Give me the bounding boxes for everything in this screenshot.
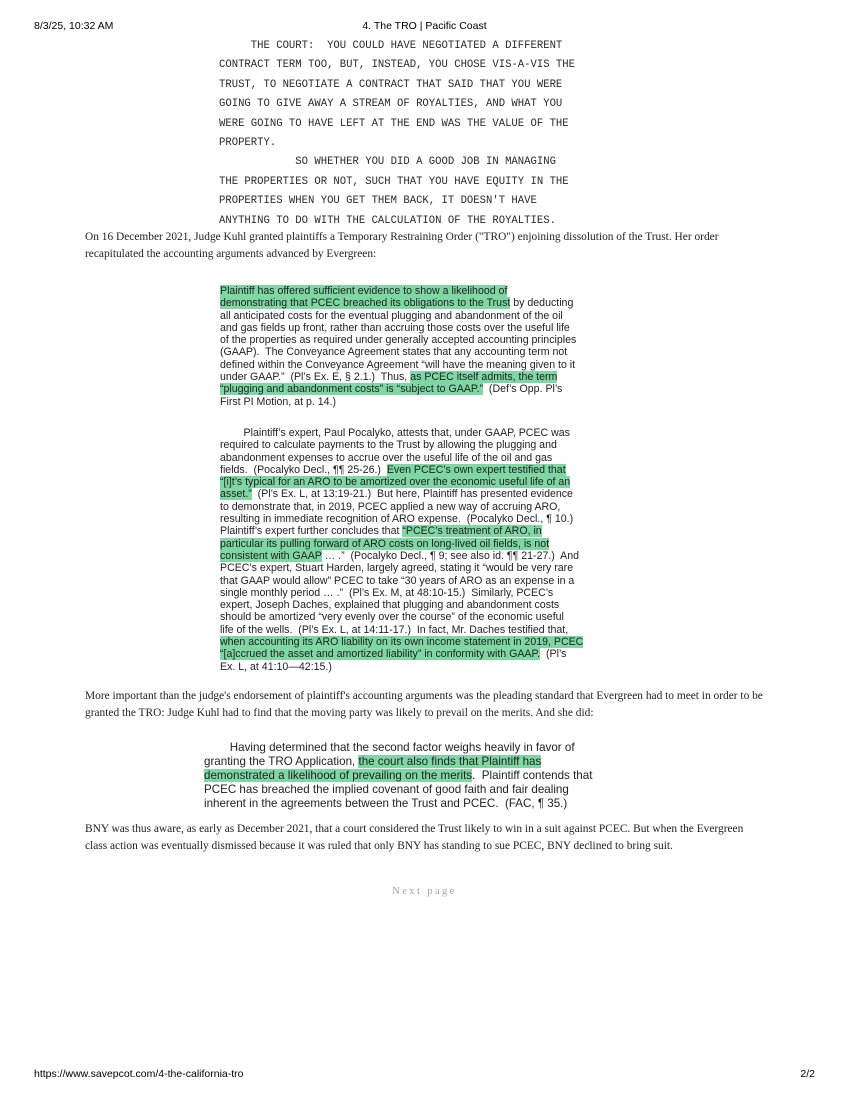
excerpt-text: defined within the Conveyance Agreement “will have the meaning given to it [220,358,576,371]
excerpt-text: (GAAP). The Conveyance Agreement states that any accounting term not [220,346,568,359]
tro-order-excerpt-1 [220,285,640,408]
highlighted-text: particular its pulling forward of ARO costs on long-lived oil fields, is not [220,537,550,550]
excerpt-text: required to calculate payments to the Trust by allowing the plugging and [220,439,557,452]
excerpt-text: single monthly period … .” (Pl’s Ex. M, at 48:10-15.) Similarly, PCEC’s [220,586,554,599]
excerpt-text: Having determined that the second factor weighs heavily in favor of [204,741,575,754]
excerpt-line [204,797,654,811]
excerpt-line [220,285,640,297]
tro-likelihood-excerpt [204,741,654,811]
highlighted-text: “plugging and abandonment costs” is “subject to GAAP.” [220,383,484,396]
excerpt-text: should be amortized “very evenly over the course” of the economic useful [220,611,564,624]
excerpt-line [220,464,640,476]
excerpt-line [220,624,640,636]
transcript-line: THE PROPERTIES OR NOT, SUCH THAT YOU HAVE EQUITY IN THE [219,175,569,188]
excerpt-line [220,371,640,383]
excerpt-line [220,538,640,550]
print-page-number: 2/2 [800,1068,815,1080]
transcript-line: WERE GOING TO HAVE LEFT AT THE END WAS THE VALUE OF THE [219,117,569,130]
excerpt-line [220,427,640,439]
excerpt-line [220,550,640,562]
excerpt-text: Plaintiff’s expert, Paul Pocalyko, attests that, under GAAP, PCEC was [220,427,570,439]
excerpt-line [204,783,654,797]
transcript-line: CONTRACT TERM TOO, BUT, INSTEAD, YOU CHOSE VIS-A-VIS THE [219,59,576,72]
highlighted-text: “PCEC’s treatment of ARO, in [402,525,542,538]
excerpt-text: that GAAP would allow” PCEC to take “30 years of ARO as an expense in a [220,574,575,587]
excerpt-text: inherent in the agreements between the Trust and PCEC. (FAC, ¶ 35.) [204,796,568,810]
excerpt-text: and gas fields up front, rather than accruing those costs over the useful life [220,321,570,334]
highlighted-text: demonstrated a likelihood of prevailing on the merits [204,768,473,782]
paragraph-pleading-standard: More important than the judge's endorsement of plaintiff's accounting arguments was the pleading standard that Evergreen had to meet in order to be granted the TRO: Judge Kuhl had to find that the moving party was likely to prevail on the merits. And she did: [85,690,763,719]
excerpt-text: expert, Joseph Daches, explained that plugging and abandonment costs [220,599,560,612]
excerpt-text: fields. (Pocalyko Decl., ¶¶ 25-26.) [220,463,387,476]
excerpt-text: of the properties as required under generally accepted accounting principles [220,334,577,347]
excerpt-text: Plaintiff’s expert further concludes that [220,525,403,538]
highlighted-text: as PCEC itself admits, the term [410,371,558,384]
tro-order-excerpt-2 [220,427,640,673]
transcript-line: TRUST, TO NEGOTIATE A CONTRACT THAT SAID THAT YOU WERE [219,78,563,91]
excerpt-text: under GAAP.” (Pl’s Ex. E, § 2.1.) Thus, [220,371,411,384]
excerpt-line [220,575,640,587]
highlighted-text: when accounting its ARO liability on its own income statement in 2019, PCEC [220,636,584,649]
highlighted-text: “[a]ccrued the asset and amortized liability” in conformity with GAAP. [220,648,541,661]
excerpt-text: PCEC has breached the implied covenant of good faith and fair dealing [204,782,569,796]
excerpt-text: . Plaintiff contends that [472,768,593,782]
excerpt-text: by deducting [510,297,574,310]
excerpt-line [220,476,640,488]
court-transcript-image [219,37,644,231]
excerpt-line [220,501,640,513]
excerpt-text: PCEC’s expert, Stuart Harden, largely agreed, stating it “would be very rare [220,562,574,575]
excerpt-line [220,587,640,599]
excerpt-text: to demonstrate that, in 2019, PCEC applied a new way of accruing ARO, [220,500,561,513]
excerpt-text: resulting in immediate recognition of ARO expense. (Pocalyko Decl., ¶ 10.) [220,513,574,526]
highlighted-text: asset.” [220,488,252,501]
print-page-title: 4. The TRO | Pacific Coast [362,20,487,32]
excerpt-line [220,334,640,346]
print-header [34,20,815,34]
excerpt-line [220,452,640,464]
highlighted-text: demonstrating that PCEC breached its obligations to the Trust [220,297,511,310]
transcript-line: PROPERTY. [219,137,277,150]
excerpt-line [220,310,640,322]
excerpt-line [220,562,640,574]
print-url: https://www.savepcot.com/4-the-california-tro [34,1068,244,1080]
excerpt-text: (Def’s Opp. Pl’s [483,383,563,396]
transcript-line: GOING TO GIVE AWAY A STREAM OF ROYALTIES, AND WHAT YOU [219,98,563,111]
transcript-line: ANYTHING TO DO WITH THE CALCULATION OF THE ROYALTIES. [219,214,556,227]
paragraph-tro-intro: On 16 December 2021, Judge Kuhl granted plaintiffs a Temporary Restraining Order ("TRO") enjoining dissolution of the Trust. Her order recapitulated the accounting arguments advanced by Evergreen: [85,231,719,260]
excerpt-line [220,439,640,451]
excerpt-line [220,359,640,371]
excerpt-line [220,636,640,648]
excerpt-line [220,599,640,611]
paragraph-bny-aware: BNY was thus aware, as early as December 2021, that a court considered the Trust likely to win in a suit against PCEC. But when the Evergreen class action was eventually dismissed because it was ruled that only BNY has standing to sue PCEC, BNY declined to bring suit. [85,823,744,852]
transcript-line: SO WHETHER YOU DID A GOOD JOB IN MANAGING [219,156,556,169]
excerpt-line [220,661,640,673]
excerpt-text: … .” (Pocalyko Decl., ¶ 9; see also id. ¶¶ 21-27.) And [321,549,579,562]
excerpt-line [220,383,640,395]
highlighted-text: Even PCEC’s own expert testified that [386,463,566,476]
excerpt-line [220,322,640,334]
excerpt-line [204,741,654,755]
excerpt-text: First PI Motion, at p. 14.) [220,395,336,408]
excerpt-line [204,755,654,769]
excerpt-text: abandonment expenses to accrue over the useful life of the oil and gas [220,451,553,464]
print-footer [34,1068,815,1080]
excerpt-text: granting the TRO Application, [204,754,359,768]
excerpt-line [220,396,640,408]
excerpt-text: all anticipated costs for the eventual plugging and abandonment of the oil [220,309,563,322]
excerpt-text: Ex. L, at 41:10—42:15.) [220,660,332,673]
highlighted-text: “[i]t’s typical for an ARO to be amortized over the economic useful life of an [220,476,571,489]
transcript-line: THE COURT: YOU COULD HAVE NEGOTIATED A DIFFERENT [219,40,563,52]
excerpt-line [220,297,640,309]
highlighted-text: consistent with GAAP [220,549,322,562]
print-datetime: 8/3/25, 10:32 AM [34,20,114,32]
excerpt-line [220,488,640,500]
excerpt-text: (Pl’s Ex. L, at 13:19-21.) But here, Plaintiff has presented evidence [251,488,573,501]
transcript-line: PROPERTIES WHEN YOU GET THEM BACK, IT DOESN'T HAVE [219,195,537,208]
excerpt-text: life of the wells. (Pl’s Ex. L, at 14:11-17.) In fact, Mr. Daches testified that, [220,623,569,636]
next-page-link[interactable]: Next page [392,886,457,897]
excerpt-line [220,346,640,358]
excerpt-line [220,525,640,537]
excerpt-line [204,769,654,783]
excerpt-line [220,611,640,623]
highlighted-text: Plaintiff has offered sufficient evidence to show a likelihood of [220,285,508,297]
excerpt-line [220,648,640,660]
highlighted-text: the court also finds that Plaintiff has [358,754,542,768]
excerpt-line [220,513,640,525]
excerpt-text: (Pl’s [540,648,567,661]
